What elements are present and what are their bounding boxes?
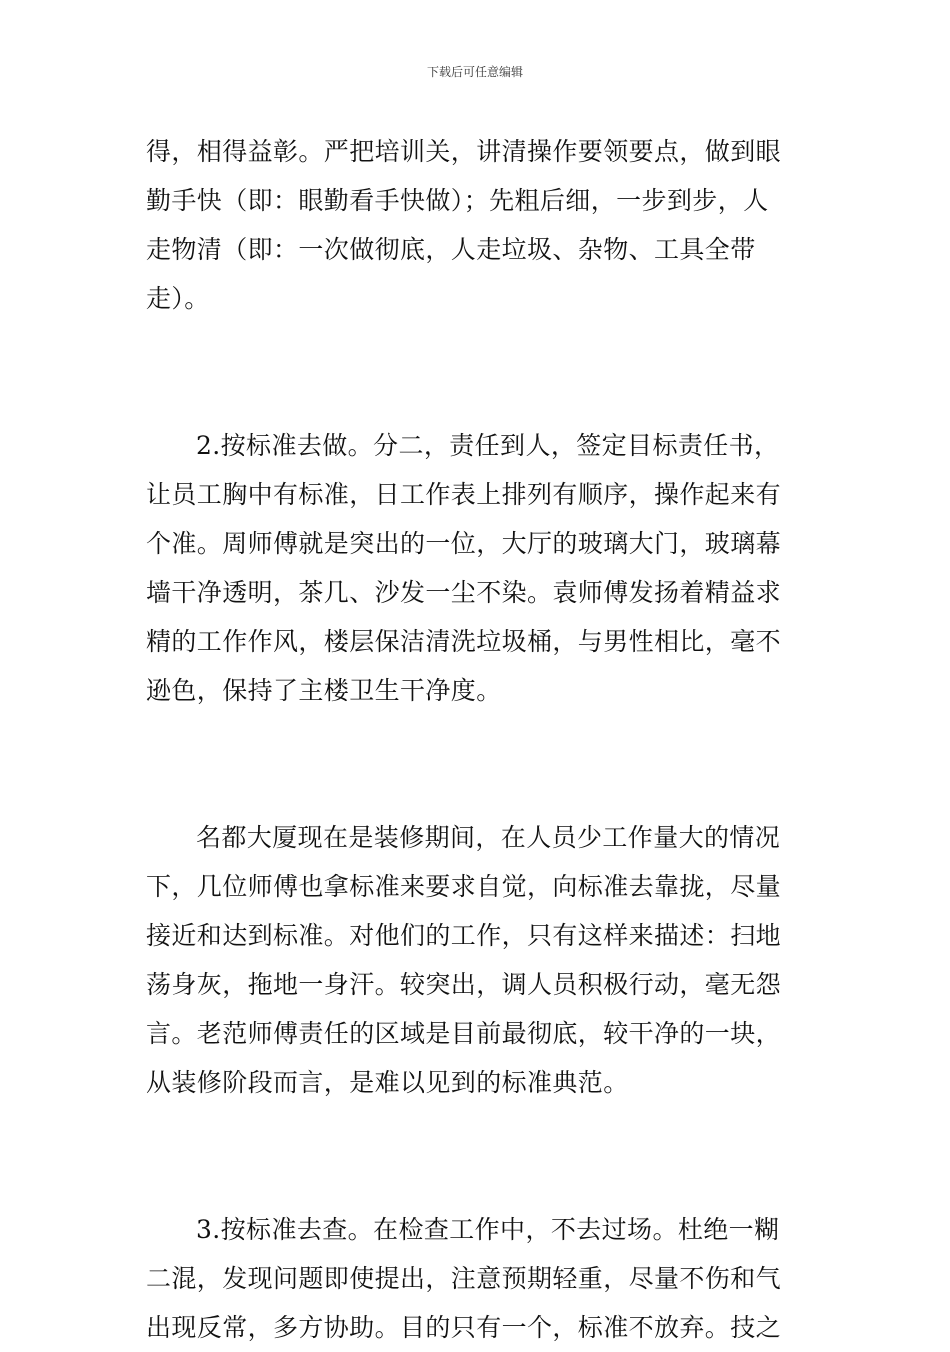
paragraph-gap xyxy=(146,1107,806,1156)
paragraph-gap xyxy=(146,372,806,421)
paragraph-2 xyxy=(146,421,806,715)
paragraph-gap xyxy=(146,1156,806,1205)
paragraph-4 xyxy=(146,1205,806,1352)
text-line: 下，几位师傅也拿标准来要求自觉，向标准去靠拢，尽量 xyxy=(146,872,782,901)
header-note: 下载后可任意编辑 xyxy=(426,65,523,79)
text-line: 精的工作作风，楼层保洁清洗垃圾桶，与男性相比，毫不 xyxy=(146,627,782,656)
document-body xyxy=(146,127,806,1352)
text-line: 出现反常，多方协助。目的只有一个，标准不放弃。技之 xyxy=(146,1313,782,1342)
paragraph-gap xyxy=(146,764,806,813)
text-line: 二混，发现问题即使提出，注意预期轻重，尽量不伤和气 xyxy=(146,1264,782,1293)
text-line: 言。老范师傅责任的区域是目前最彻底，较干净的一块， xyxy=(146,1019,782,1048)
paragraph-3 xyxy=(146,813,806,1107)
text-line: 得，相得益彰。严把培训关，讲清操作要领要点，做到眼 xyxy=(146,137,782,166)
text-line: 接近和达到标准。对他们的工作，只有这样来描述：扫地 xyxy=(146,921,782,950)
text-line: 墙干净透明，茶几、沙发一尘不染。袁师傅发扬着精益求 xyxy=(146,578,782,607)
text-line: 走物清（即：一次做彻底，人走垃圾、杂物、工具全带 xyxy=(146,235,756,264)
text-line: 2.按标准去做。分二，责任到人，签定目标责任书， xyxy=(196,431,780,460)
text-line: 让员工胸中有标准，日工作表上排列有顺序，操作起来有 xyxy=(146,480,782,509)
text-line: 勤手快（即：眼勤看手快做）；先粗后细，一步到步，人 xyxy=(146,186,769,215)
text-line: 荡身灰，拖地一身汗。较突出，调人员积极行动，毫无怨 xyxy=(146,970,782,999)
text-line: 逊色，保持了主楼卫生干净度。 xyxy=(146,676,502,705)
paragraph-1 xyxy=(146,127,806,323)
text-line: 走）。 xyxy=(146,284,210,313)
text-line: 从装修阶段而言，是难以见到的标准典范。 xyxy=(146,1068,629,1097)
paragraph-gap xyxy=(146,715,806,764)
paragraph-gap xyxy=(146,323,806,372)
text-line: 名都大厦现在是装修期间，在人员少工作量大的情况 xyxy=(196,823,781,852)
text-line: 个准。周师傅就是突出的一位，大厅的玻璃大门，玻璃幕 xyxy=(146,529,782,558)
text-line: 3.按标准去查。在检查工作中，不去过场。杜绝一糊 xyxy=(196,1215,780,1244)
